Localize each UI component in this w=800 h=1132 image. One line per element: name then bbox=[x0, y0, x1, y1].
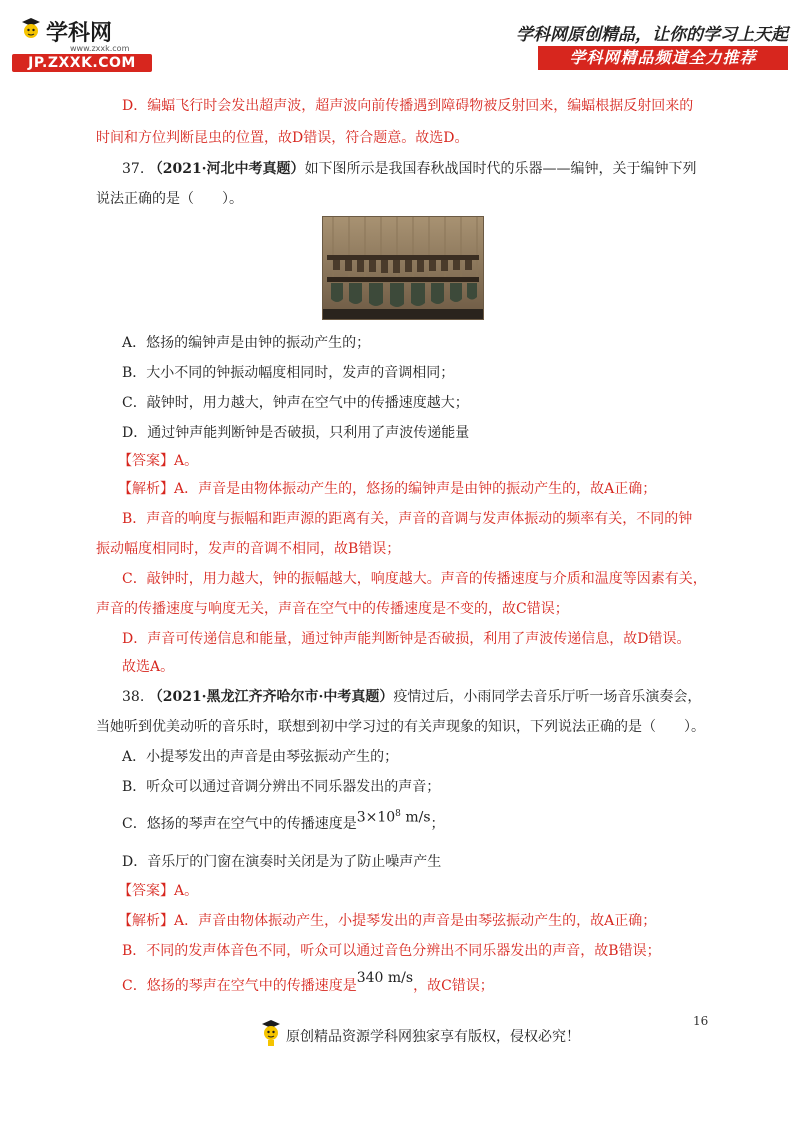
prev-analysis-line-1: D．编蝠飞行时会发出超声波，超声波向前传播遇到障碍物被反射回来，编蝠根据反射回来的 bbox=[122, 98, 694, 114]
q38-number: 38. bbox=[122, 689, 145, 705]
q38-analysis-line-2: B．不同的发声体音色不同，听众可以通过音色分辨出不同乐器发出的声音，故B错误； bbox=[122, 943, 661, 959]
q37-option-d: D．通过钟声能判断钟是否破损，只利用了声波传递能量 bbox=[122, 425, 470, 441]
q38-sound-speed-formula: 340 m/s bbox=[356, 970, 414, 986]
logo-small-url: www.zxxk.com bbox=[70, 44, 130, 53]
q37-number: 37. bbox=[122, 161, 145, 177]
prev-analysis-line-2: 时间和方位判断昆虫的位置，故D错误，符合题意。故选D。 bbox=[96, 130, 469, 146]
q38-source: （2021·黑龙江齐齐哈尔市·中考真题） bbox=[148, 689, 394, 705]
q37-option-c: C．敲钟时，用力越大，钟声在空气中的传播速度越大； bbox=[122, 395, 469, 411]
header-channel-banner: 学科网精品频道全力推荐 bbox=[538, 46, 788, 70]
q38-option-a: A．小提琴发出的声音是由琴弦振动产生的； bbox=[122, 749, 399, 765]
q37-analysis-line-6: D．声音可传递信息和能量，通过钟声能判断钟是否破损，利用了声波传递信息，故D错误。 bbox=[122, 631, 691, 647]
q38-analysis-3-end: ，故C错误； bbox=[413, 978, 494, 994]
q37-analysis-line-3: 振动幅度相同时，发声的音调不相同，故B错误； bbox=[96, 541, 401, 557]
q38-answer: 【答案】A。 bbox=[118, 883, 199, 899]
q37-analysis-line-4: C．敲钟时，用力越大，钟的振幅越大，响度越大。声音的传播速度与介质和温度等因素有关， bbox=[122, 571, 707, 587]
q37-stem-line-2: 说法正确的是（ ）。 bbox=[96, 191, 243, 207]
q37-source: （2021·河北中考真题） bbox=[148, 161, 305, 177]
q38-stem-line-2: 当她听到优美动听的音乐时，联想到初中学习过的有关声现象的知识，下列说法正确的是（ ）。 bbox=[96, 719, 705, 735]
bianzhong-photo bbox=[322, 216, 484, 320]
q37-option-a: A．悠扬的编钟声是由钟的振动产生的； bbox=[122, 335, 371, 351]
logo-text: 学科网 bbox=[46, 21, 113, 46]
logo-url: JP.ZXXK.COM bbox=[12, 54, 152, 72]
q38-option-c-end: ； bbox=[430, 815, 445, 832]
q38-analysis-line-3 bbox=[122, 970, 494, 996]
header-slogan: 学科网原创精品，让你的学习上天起 bbox=[516, 25, 788, 45]
q37-stem-line-1 bbox=[122, 159, 697, 179]
q38-speed-formula: $3\times 10^8$ m/s bbox=[356, 809, 431, 826]
mascot-icon bbox=[20, 16, 42, 42]
q38-option-b: B．听众可以通过音调分辨出不同乐器发出的声音； bbox=[122, 779, 441, 795]
q37-analysis-line-2: B．声音的响度与振幅和距声源的距离有关，声音的音调与发声体振动的频率有关，不同的钟 bbox=[122, 511, 693, 527]
page-header bbox=[0, 0, 800, 80]
q38-stem-line-1 bbox=[122, 687, 701, 707]
q37-analysis-line-5: 声音的传播速度与响度无关，声音在空气中的传播速度是不变的，故C错误； bbox=[96, 601, 569, 617]
page-number: 16 bbox=[693, 1014, 709, 1028]
mascot-icon bbox=[260, 1018, 282, 1048]
q38-option-c bbox=[122, 809, 445, 836]
q37-option-b: B．大小不同的钟振动幅度相同时，发声的音调相同； bbox=[122, 365, 455, 381]
q37-analysis-line-7: 故选A。 bbox=[122, 659, 175, 675]
copyright-notice: 原创精品资源学科网独家享有版权，侵权必究！ bbox=[286, 1029, 580, 1045]
q38-stem-text: 疫情过后，小雨同学去音乐厅听一场音乐演奏会， bbox=[393, 689, 702, 705]
site-logo[interactable] bbox=[12, 14, 162, 74]
q37-analysis-line-1: 【解析】A．声音是由物体振动产生的，悠扬的编钟声是由钟的振动产生的，故A正确； bbox=[118, 481, 657, 497]
q37-stem-text: 如下图所示是我国春秋战国时代的乐器——编钟，关于编钟下列 bbox=[304, 161, 697, 177]
q38-option-d: D．音乐厅的门窗在演奏时关闭是为了防止噪声产生 bbox=[122, 854, 442, 870]
q37-answer: 【答案】A。 bbox=[118, 453, 199, 469]
q38-analysis-3-text: C．悠扬的琴声在空气中的传播速度是 bbox=[122, 978, 357, 994]
q38-analysis-line-1: 【解析】A．声音由物体振动产生，小提琴发出的声音是由琴弦振动产生的，故A正确； bbox=[118, 913, 657, 929]
q38-option-c-text: C．悠扬的琴声在空气中的传播速度是 bbox=[122, 815, 357, 832]
